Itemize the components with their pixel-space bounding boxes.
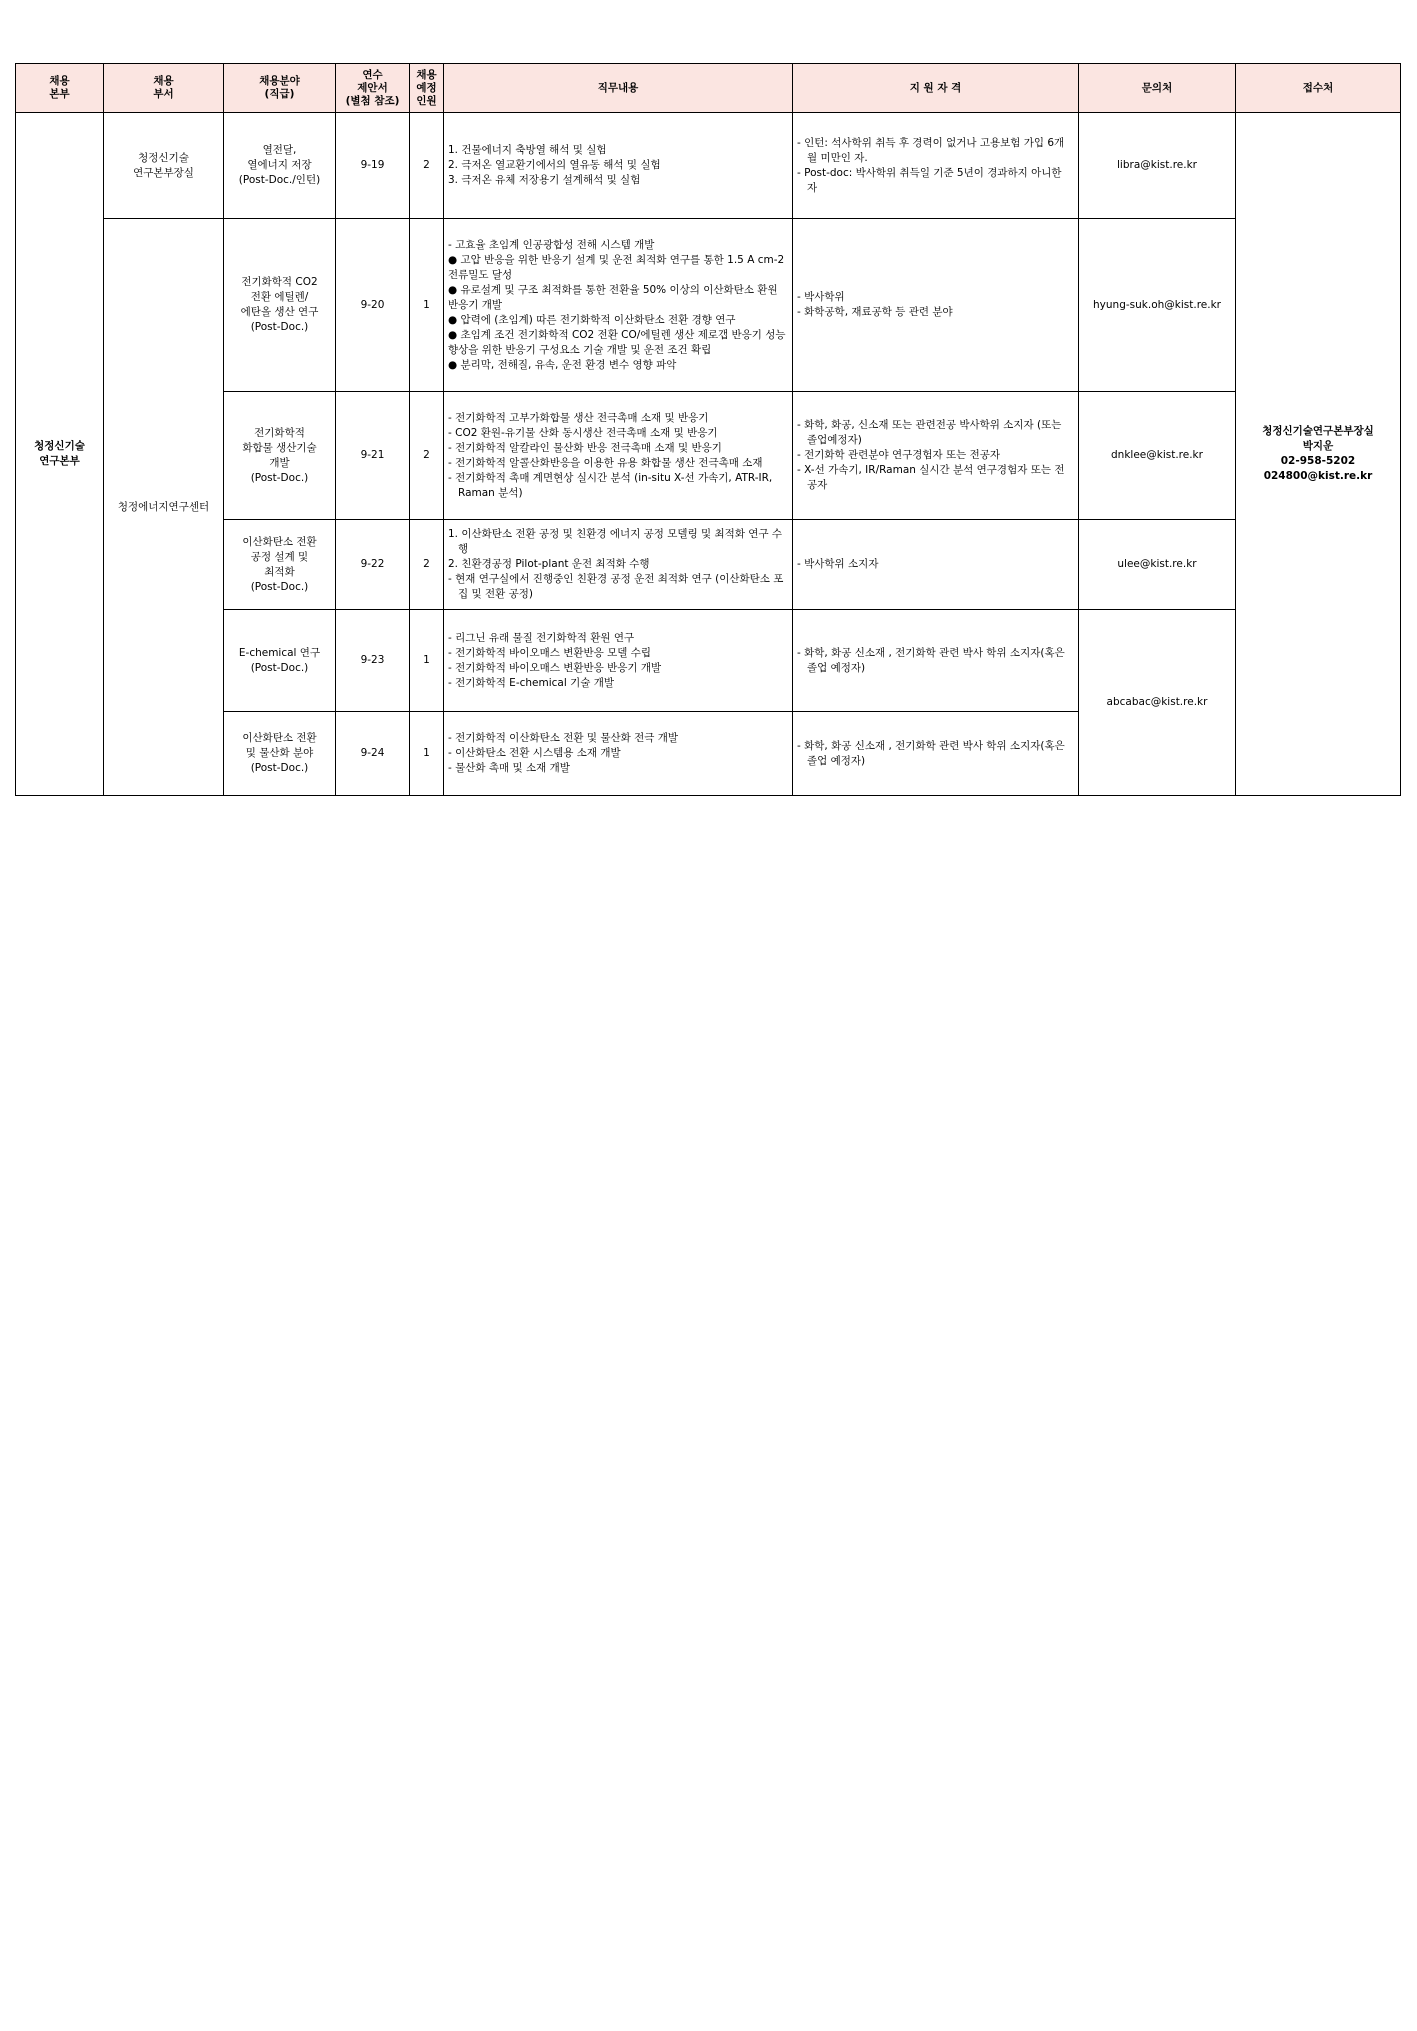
qualifications-cell (793, 113, 1079, 219)
contact-email[interactable]: abcabac@kist.re.kr (1079, 610, 1236, 796)
code-cell: 9-20 (336, 219, 410, 392)
duty-line: - 전기화학적 바이오매스 변환반응 반응기 개발 (448, 661, 662, 674)
receiving-cell: 청정신기술연구본부장실 박지운 02-958-5202 024800@kist.re.kr (1236, 113, 1401, 796)
table-row (16, 520, 1401, 610)
duty-line: - 이산화탄소 전환 시스템용 소재 개발 (448, 747, 621, 759)
header-qualifications: 지 원 자 격 (793, 64, 1079, 113)
qualification-line: - X-선 가속기, IR/Raman 실시간 분석 연구경험자 또는 전공자 (797, 464, 1065, 491)
duty-line: - 전기화학적 고부가화합물 생산 전극촉매 소재 및 반응기 (448, 411, 709, 424)
field-cell: 열전달, 열에너지 저장 (Post-Doc./인턴) (224, 113, 336, 219)
duty-line: ● 유로설계 및 구조 최적화를 통한 전환율 50% 이상의 이산화탄소 환원 반응기 개발 (448, 283, 778, 311)
dept-cell: 청정에너지연구센터 (104, 219, 224, 796)
code-cell: 9-23 (336, 610, 410, 712)
contact-email[interactable]: hyung-suk.oh@kist.re.kr (1079, 219, 1236, 392)
field-cell: 이산화탄소 전환 공정 설계 및 최적화 (Post-Doc.) (224, 520, 336, 610)
header-duties: 직무내용 (444, 64, 793, 113)
duties-cell (444, 520, 793, 610)
duty-line: - 전기화학적 바이오매스 변환반응 모델 수립 (448, 646, 652, 659)
count-cell: 2 (410, 520, 444, 610)
duty-line: ● 고압 반응을 위한 반응기 설계 및 운전 최적화 연구를 통한 1.5 A cm-2 전류밀도 달성 (448, 253, 785, 281)
duty-line: 3. 극저온 유체 저장용기 설계해석 및 실험 (448, 174, 641, 186)
qualification-line: - 화학, 화공, 신소재 또는 관련전공 박사학위 소지자 (또는 졸업예정자) (797, 419, 1062, 446)
duty-line: - CO2 환원-유기물 산화 동시생산 전극촉매 소재 및 반응기 (448, 426, 718, 439)
recruitment-table (15, 63, 1401, 796)
duty-line: - 전기화학적 이산화탄소 전환 및 물산화 전극 개발 (448, 732, 679, 744)
qualifications-cell (793, 610, 1079, 712)
duties-cell (444, 712, 793, 796)
duty-line: ● 분리막, 전해질, 유속, 운전 환경 변수 영향 파악 (448, 358, 677, 371)
qualifications-cell (793, 392, 1079, 520)
contact-email[interactable]: ulee@kist.re.kr (1079, 520, 1236, 610)
header-field: 채용분야 (직급) (224, 64, 336, 113)
duty-line: 2. 극저온 열교환기에서의 열유동 해석 및 실험 (448, 159, 661, 171)
count-cell: 2 (410, 392, 444, 520)
dept-cell: 청정신기술 연구본부장실 (104, 113, 224, 219)
field-cell: E-chemical 연구 (Post-Doc.) (224, 610, 336, 712)
field-cell: 전기화학적 CO2 전환 에틸렌/ 에탄올 생산 연구 (Post-Doc.) (224, 219, 336, 392)
header-count: 채용 예정 인원 (410, 64, 444, 113)
duty-line: - 전기화학적 알콜산화반응을 이용한 유용 화합물 생산 전극촉매 소재 (448, 456, 763, 469)
header-receiving: 접수처 (1236, 64, 1401, 113)
duty-line: 2. 친환경공정 Pilot-plant 운전 최적화 수행 (448, 558, 650, 570)
table-row (16, 113, 1401, 219)
code-cell: 9-22 (336, 520, 410, 610)
qualification-line: - Post-doc: 박사학위 취득일 기준 5년이 경과하지 아니한 자 (797, 166, 1062, 194)
duty-line: 1. 건물에너지 축방열 해석 및 실험 (448, 144, 607, 156)
count-cell: 1 (410, 610, 444, 712)
code-cell: 9-24 (336, 712, 410, 796)
table-row (16, 392, 1401, 520)
qualification-line: - 박사학위 소지자 (797, 558, 879, 570)
qualification-line: - 화학공학, 재료공학 등 관련 분야 (797, 306, 953, 318)
qualification-line: - 박사학위 (797, 291, 845, 303)
code-cell: 9-19 (336, 113, 410, 219)
qualification-line: - 화학, 화공 신소재 , 전기화학 관련 박사 학위 소지자(혹은 졸업 예정자) (797, 739, 1065, 767)
count-cell: 1 (410, 712, 444, 796)
header-contact: 문의처 (1079, 64, 1236, 113)
duty-line: ● 초임계 조건 전기화학적 CO2 전환 CO/에틸렌 생산 제로갭 반응기 성능 향상을 위한 반응기 구성요소 기술 개발 및 운전 조건 확립 (448, 328, 786, 356)
duty-line: - 리그닌 유래 물질 전기화학적 환원 연구 (448, 631, 635, 644)
duty-line: - 전기화학적 촉매 계면현상 실시간 분석 (in-situ X-선 가속기, ATR-IR, Raman 분석) (448, 471, 773, 499)
contact-email[interactable]: libra@kist.re.kr (1079, 113, 1236, 219)
duty-line: - 물산화 촉매 및 소재 개발 (448, 762, 570, 774)
qualification-line: - 화학, 화공 신소재 , 전기화학 관련 박사 학위 소지자(혹은 졸업 예정자) (797, 646, 1065, 674)
qualifications-cell (793, 712, 1079, 796)
duty-line: - 고효율 초임계 인공광합성 전해 시스템 개발 (448, 238, 655, 251)
duty-line: ● 압력에 (초임계) 따른 전기화학적 이산화탄소 전환 경향 연구 (448, 313, 736, 326)
qualification-line: - 전기화학 관련분야 연구경험자 또는 전공자 (797, 449, 1001, 461)
count-cell: 2 (410, 113, 444, 219)
header-proposal: 연수 제안서 (별첨 참조) (336, 64, 410, 113)
duty-line: - 전기화학적 E-chemical 기술 개발 (448, 676, 615, 689)
duties-cell (444, 113, 793, 219)
duties-cell (444, 610, 793, 712)
qualifications-cell (793, 520, 1079, 610)
field-cell: 이산화탄소 전환 및 물산화 분야 (Post-Doc.) (224, 712, 336, 796)
duty-line: - 현재 연구실에서 진행중인 친환경 공정 운전 최적화 연구 (이산화탄소 포집 및 전환 공정) (448, 573, 784, 600)
header-row (16, 64, 1401, 113)
header-hq: 채용 본부 (16, 64, 104, 113)
duties-cell (444, 392, 793, 520)
table-row (16, 610, 1401, 712)
headquarters-cell: 청정신기술 연구본부 (16, 113, 104, 796)
duty-line: 1. 이산화탄소 전환 공정 및 친환경 에너지 공정 모델링 및 최적화 연구 수행 (448, 528, 783, 555)
contact-email[interactable]: dnklee@kist.re.kr (1079, 392, 1236, 520)
table-row (16, 219, 1401, 392)
header-dept: 채용 부서 (104, 64, 224, 113)
duty-line: - 전기화학적 알칼라인 물산화 반응 전극촉매 소재 및 반응기 (448, 441, 722, 454)
code-cell: 9-21 (336, 392, 410, 520)
qualification-line: - 인턴: 석사학위 취득 후 경력이 없거나 고용보험 가입 6개월 미만인 자. (797, 136, 1065, 164)
field-cell: 전기화학적 화합물 생산기술 개발 (Post-Doc.) (224, 392, 336, 520)
qualifications-cell (793, 219, 1079, 392)
count-cell: 1 (410, 219, 444, 392)
duties-cell (444, 219, 793, 392)
